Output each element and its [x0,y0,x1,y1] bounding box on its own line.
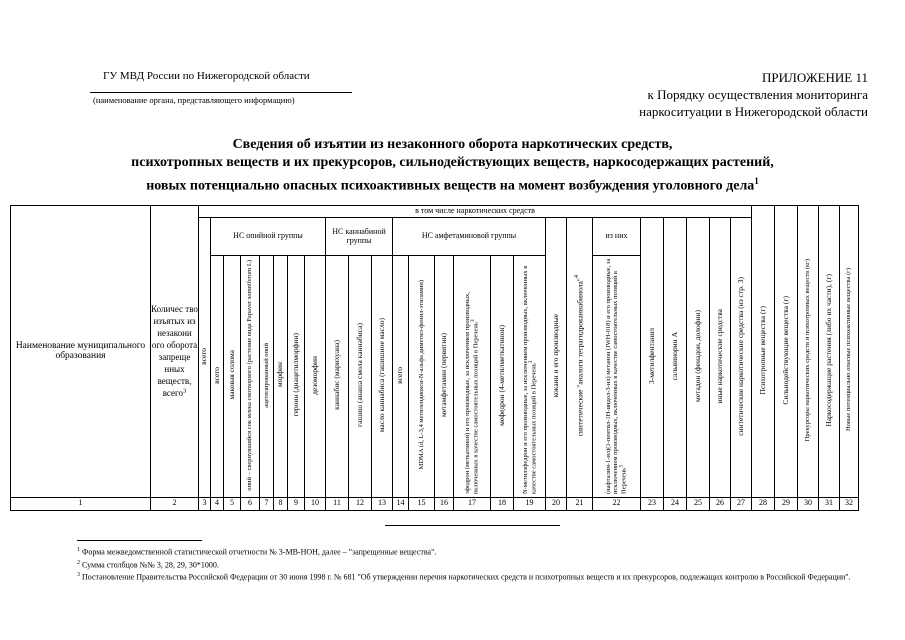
col-25-label: метадон (фенадон, долофин) [692,310,702,402]
col-19-header [514,256,546,498]
column-number-cell: 6 [241,497,260,510]
col-20-header [546,218,567,498]
appendix-line-1: ПРИЛОЖЕНИЕ 11 [762,70,868,85]
col-15-header [409,256,435,498]
col-19-label: N-метилэфедрон и его производные, за исключением производных, включенных в качестве самостоятельных позиций в Перечень [521,265,538,494]
column-number-cell: 8 [274,497,288,510]
column-number-cell: 13 [372,497,393,510]
column-number-cell: 21 [567,497,593,510]
col-29-label: Сильнодействующие вещества (г) [780,295,790,405]
col-28-header [752,206,775,498]
footnote-3-text: Постановление Правительства Российской Федерации от 30 июня 1998 г. № 681 "Об утверждении перечня наркотических средств и психотропных веществ и их прекурсоров, подлежащих контролю в Российской Федерации". [82,572,851,582]
col-11-header [326,256,349,498]
col-31-header [819,206,840,498]
column-number-cell: 17 [454,497,491,510]
col-3-label: всего [199,347,209,365]
col-24-header [664,218,687,498]
title-line-2: психотропных веществ и их прекурсоров, сильнодействующих веществ, наркосодержащих растений, [131,155,774,170]
col-22-header [593,256,641,498]
column-number-cell: 12 [349,497,372,510]
col-29-header [775,206,798,498]
footnote-2 [77,558,877,571]
col-27-label: синтетические наркотические средства (из стр. 3) [735,276,745,436]
col-16-label: метамфетамин (первитин) [438,332,448,417]
col-23-header [641,218,664,498]
col-19-sup: 3 [527,360,534,364]
column-number-cell: 10 [305,497,326,510]
column-number-cell: 4 [211,497,224,510]
seizure-table [10,205,859,511]
column-number-cell: 15 [409,497,435,510]
footnote-2-text: Сумма столбцов №№ 3, 28, 29, 30*1000. [82,560,219,570]
col-21-header [567,218,593,498]
organization-underline [90,92,352,93]
column-number-cell: 9 [288,497,305,510]
col-25-header [687,218,710,498]
footnotes-rule [77,540,202,541]
col-total-count-sup: 3 [182,387,187,395]
col-21-label: синтетические "аналоги тетрагидроканнабинола"$^4$ [573,275,585,437]
footnotes [77,545,877,583]
col-31-label: Наркосодержащие растения (либо их части), (г) [823,273,833,427]
col-26-header [710,218,731,498]
column-number-cell: 14 [393,497,409,510]
organization-name: ГУ МВД России по Нижегородской области [103,70,310,82]
cannabis-group-header: НС каннабиной группы [326,218,393,256]
col-total-count-label: Количес тво изъятых из незакони ого оборота запреще нных веществ, всего [151,304,198,399]
footnote-1-mark: 1 [77,547,80,553]
column-number-cell: 27 [731,497,752,510]
col-32-header [840,206,859,498]
column-number-cell: 3 [199,497,211,510]
organization-hint: (наименование органа, представляющего информацию) [93,95,295,105]
column-number-cell: 1 [11,497,151,510]
column-number-cell: 30 [798,497,819,510]
opium-group-header: НС опийной группы [211,218,326,256]
col-4-header [211,256,224,498]
appendix-line-2: к Порядку осуществления мониторинга [647,87,868,102]
col-26-label: иные наркотические средства [714,308,724,404]
col-17-label: эфедрон (меткатинон) и его производные, за исключением производных, включенных в качестве самостоятельных позиций в Перечень [464,292,480,494]
column-number-cell: 25 [687,497,710,510]
col-28-label: Психотропные вещества (г) [757,305,767,395]
column-number-cell: 22 [593,497,641,510]
col-24-label: сальвинорин А [669,331,679,381]
col-17-sup: 3 [470,319,477,323]
col-14-label: всего [395,366,405,384]
footnote-2-mark: 2 [77,559,80,566]
col-9-label: героин (диацетилморфин) [290,333,300,417]
col-30-header [798,206,819,498]
col-32-label: Новые потенциально опасные психоактивные вещества (г) [845,268,853,432]
title-footnote-mark: 1 [754,176,759,186]
col-total-count-header [151,206,199,498]
col-6-header [241,256,260,498]
of-them-header: из них [593,218,641,256]
title-line-1: Сведения об изъятии из незаконного оборота наркотических средств, [232,137,673,152]
column-number-cell: 19 [514,497,546,510]
col-17-header [454,256,491,498]
col-5-header [224,256,241,498]
col-18-header [491,256,514,498]
column-number-cell: 24 [664,497,687,510]
col-14-header [393,256,409,498]
col-19-label-wrap [522,256,537,494]
col-22-label-wrap [605,256,628,494]
col-11-label: каннабис (марихуана) [331,340,341,410]
column-number-cell: 23 [641,497,664,510]
col-3-header [199,218,211,498]
column-number-cell: 16 [435,497,454,510]
col-21-sup: 4 [573,275,581,279]
footnote-1 [77,545,877,558]
col-17-label-wrap [464,256,479,494]
column-number-cell: 11 [326,497,349,510]
column-number-cell: 31 [819,497,840,510]
col-7-label: ацетилированный опий [262,342,270,408]
table-separator [385,525,560,526]
col-12-header [349,256,372,498]
column-number-cell: 7 [260,497,274,510]
column-number-cell: 32 [840,497,859,510]
col-23-label: 3-метилфентанил [646,327,656,385]
column-numbers-row [11,497,859,510]
col-13-header [372,256,393,498]
appendix-block [568,69,868,120]
amphetamine-group-header: НС амфетаминовой группы [393,218,546,256]
col-7-header [260,256,274,498]
col-10-label: дезоморфин [309,355,319,395]
col-6-label: опий – свернувшийся сок млека снотворного (растение вида Papaver somniferum L) [246,259,254,491]
col-municipality-header [11,206,151,498]
col-22-label: (нафталин-1-ил)(1-пентил-1Н-индол-3-ил) метанон (JWH-018) и его производные, за исключением производных, включенных в качестве самостоятельных позиций в Перечень [605,258,628,494]
col-15-label: MDMA (d, L-3,4 метилендиокси-N-альфа диметил-фенил-этиламин) [417,280,425,470]
narcotics-group-header: в том числе наркотических средств [199,206,752,218]
footnote-3 [77,570,877,583]
col-8-label: морфин [275,362,285,388]
col-22-sup: 3 [618,465,625,468]
column-number-cell: 29 [775,497,798,510]
footnote-3-mark: 3 [77,572,80,579]
column-number-cell: 2 [151,497,199,510]
appendix-line-3: наркоситуации в Нижегородской области [639,104,868,119]
column-number-cell: 28 [752,497,775,510]
col-16-header [435,256,454,498]
col-8-header [274,256,288,498]
col-municipality-label: Наименование муниципального образования [15,340,146,362]
col-13-label: масло каннабиса (гашишное масло) [376,317,386,433]
col-9-header [288,256,305,498]
col-27-header [731,218,752,498]
title-line-3: новых потенциально опасных психоактивных веществ на момент возбуждения уголовного дела [146,178,755,194]
col-18-label: мефедрон (4-метилметкатинон) [496,324,506,426]
col-4-label: всего [211,366,221,384]
column-number-cell: 26 [710,497,731,510]
document-title [0,136,905,196]
col-20-label: кокаин и его производные [550,314,560,398]
col-12-label: гашиш (анаша смола каннабиса) [354,323,364,427]
col-5-label: маковая солома [226,350,236,400]
col-30-label: Прекурсоры наркотических средств и психотропных веществ (кг) [804,258,812,442]
col-10-header [305,256,326,498]
column-number-cell: 5 [224,497,241,510]
title-line-3-wrap [0,172,905,196]
column-number-cell: 20 [546,497,567,510]
column-number-cell: 18 [491,497,514,510]
footnote-1-text: Форма межведомственной статистической отчетности № 3-МВ-НОН, далее – "запрещенные вещества". [82,547,437,557]
